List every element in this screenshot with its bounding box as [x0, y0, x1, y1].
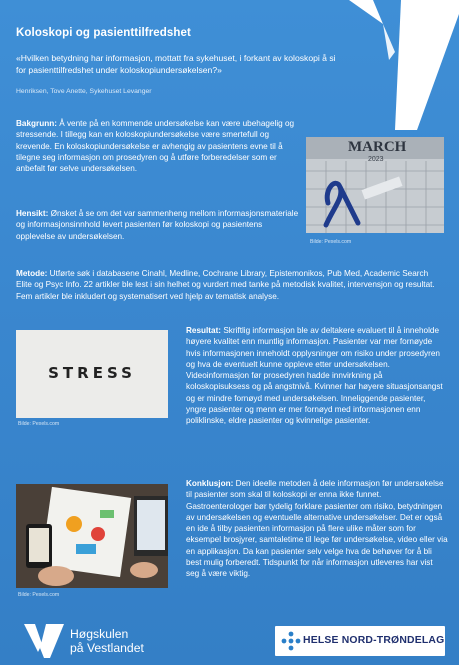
photo-credit: Bilde: Pexels.com — [18, 421, 60, 427]
photo-credit: Bilde: Pexels.com — [310, 239, 352, 245]
author-line: Henriksen, Tove Anette, Sykehuset Levanger — [16, 88, 152, 95]
poster-title: Koloskopi og pasienttilfredshet — [16, 27, 191, 39]
section-resultat — [186, 325, 448, 427]
section-text: Utførte søk i databasene Cinahl, Medline, Cochrane Library, Epistemonikos, Pub Med, Academic Search Elite og Psyc Info. 22 artikler ble lest i sin helhet og vurdert med tanke på metodisk kvalitet, intervensjon og resultat. Fem artikler ble inkludert og systematisert ved hjelp av tematisk analyse. — [16, 269, 435, 301]
section-bakgrunn — [16, 118, 298, 174]
section-metode — [16, 268, 444, 302]
hnt-logo — [275, 626, 445, 656]
section-text: Å vente på en kommende undersøkelse kan være ubehagelig og stressende. I tillegg kan en koloskopiundersøkelse være smertefull og krevende. En koloskopiundersøkelse er avhengig av pasientens evne til å tilegne seg informasjon om prosedyren og å utføre forberedelser som er anbefalt før selve undersøkelsen. — [16, 119, 295, 174]
section-label: Konklusjon: — [186, 479, 234, 488]
documents-photo — [16, 484, 168, 588]
stress-word: STRESS — [48, 364, 136, 382]
section-label: Bakgrunn: — [16, 119, 57, 128]
section-text: Ønsket å se om det var sammenheng mellom informasjonsmateriale og informasjonsinnhold levert pasienten før koloskopi og pasientens opplevelse av undersøkelsen. — [16, 209, 299, 241]
hnt-logo-text: HELSE NORD-TRØNDELAG — [303, 635, 445, 646]
hvl-logo-text — [70, 627, 144, 655]
section-text: Skriftlig informasjon ble av deltakere evaluert til å inneholde høyere kvalitet enn muntlig informasjon. Pasienter var mer fornøyde hvis informasjonen inneholdt opplysninger om risiko under prosedyren og hva de eventuelt kunne oppleve etter undersøkelsen. Videoinformasjon før prosedyren hadde innvirkning på koloskopisuksess og på angstnivå. Kvinner har høyere situasjonsangst og er mindre fornøyd med undersøkelsen. Inneliggende pasienter, yngre pasienter og menn er mer fornøyd med informasjonen enn poliklinske, eldre pasienter og kvinnelige pasienter. — [186, 326, 443, 426]
section-konklusjon — [186, 478, 448, 580]
stress-photo — [16, 330, 168, 418]
hvl-line-2: på Vestlandet — [70, 641, 144, 655]
section-hensikt — [16, 208, 302, 242]
section-label: Resultat: — [186, 326, 222, 335]
hvl-line-1: Høgskulen — [70, 627, 129, 641]
calendar-year: 2023 — [368, 156, 384, 163]
calendar-photo — [306, 137, 444, 233]
calendar-month: MARCH — [348, 139, 407, 155]
section-text: Den ideelle metoden å dele informasjon før undersøkelse til pasienter som skal til koloskopi er enna ikke funnet. Gastroenterologer bør tydelig forklare pasienter om risiko, betydningen av undersøkelsen og eventuelle alternative undersøkelser. Det er også en ide å tilby pasienten informasjon på flere ulike måter som for eksempel brosjyrer, samtaletime til lege før undersøkelse, video eller via en applikasjon. Da kan pasienter selv velge hva de behøver for å bli best mulig forberedt. Tidspunkt for når informasjon utleveres har vist seg å være viktig. — [186, 479, 448, 579]
photo-credit: Bilde: Pexels.com — [18, 592, 60, 598]
section-label: Hensikt: — [16, 209, 49, 218]
research-question: «Hvilken betydning har informasjon, mottatt fra sykehuset, i forkant av koloskopi å si for pasienttilfredshet under koloskopiundersøkelsen?» — [16, 53, 336, 75]
section-label: Metode: — [16, 269, 48, 278]
hvl-logo-icon — [24, 624, 64, 658]
hnt-cross-icon — [281, 631, 301, 651]
